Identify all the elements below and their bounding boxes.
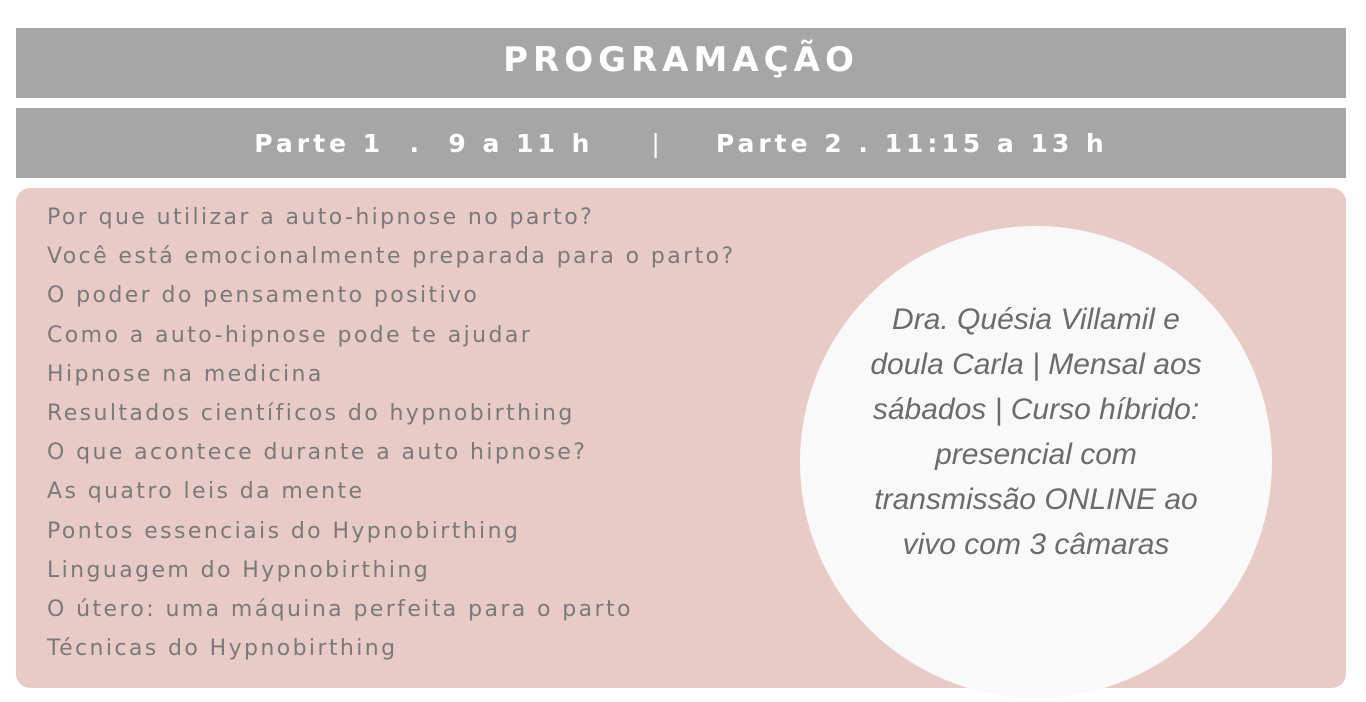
- title-banner: [16, 28, 1346, 98]
- topic-item: Resultados científicos do hypnobirthing: [47, 400, 575, 426]
- topic-list: [47, 200, 736, 670]
- topic-item: As quatro leis da mente: [47, 479, 365, 505]
- topic-item: Técnicas do Hypnobirthing: [47, 636, 398, 662]
- topic-item: Pontos essenciais do Hypnobirthing: [47, 518, 521, 544]
- topic-item: Como a auto-hipnose pode te ajudar: [47, 322, 533, 348]
- schedule-separator: |: [651, 128, 664, 158]
- schedule-part-1: Parte 1 . 9 a 11 h: [254, 128, 594, 158]
- topic-item: O útero: uma máquina perfeita para o parto: [47, 596, 633, 622]
- topic-item: Linguagem do Hypnobirthing: [47, 557, 431, 583]
- schedule-banner: [16, 108, 1346, 178]
- course-info-text: Dra. Quésia Villamil e doula Carla | Mensal aos sábados | Curso híbrido: presencial com transmissão ONLINE ao vivo com 3 câmaras: [870, 303, 1202, 561]
- topic-item: Hipnose na medicina: [47, 361, 324, 387]
- topic-item: Você está emocionalmente preparada para o parto?: [47, 244, 736, 270]
- info-circle: [800, 226, 1272, 698]
- schedule-part-2: Parte 2 . 11:15 a 13 h: [715, 128, 1108, 158]
- topic-item: O poder do pensamento positivo: [47, 283, 480, 309]
- topic-item: Por que utilizar a auto-hipnose no parto?: [47, 205, 595, 230]
- page-title: PROGRAMAÇÃO: [503, 40, 859, 80]
- topic-item: O que acontece durante a auto hipnose?: [47, 440, 588, 466]
- content-panel: [16, 188, 1346, 688]
